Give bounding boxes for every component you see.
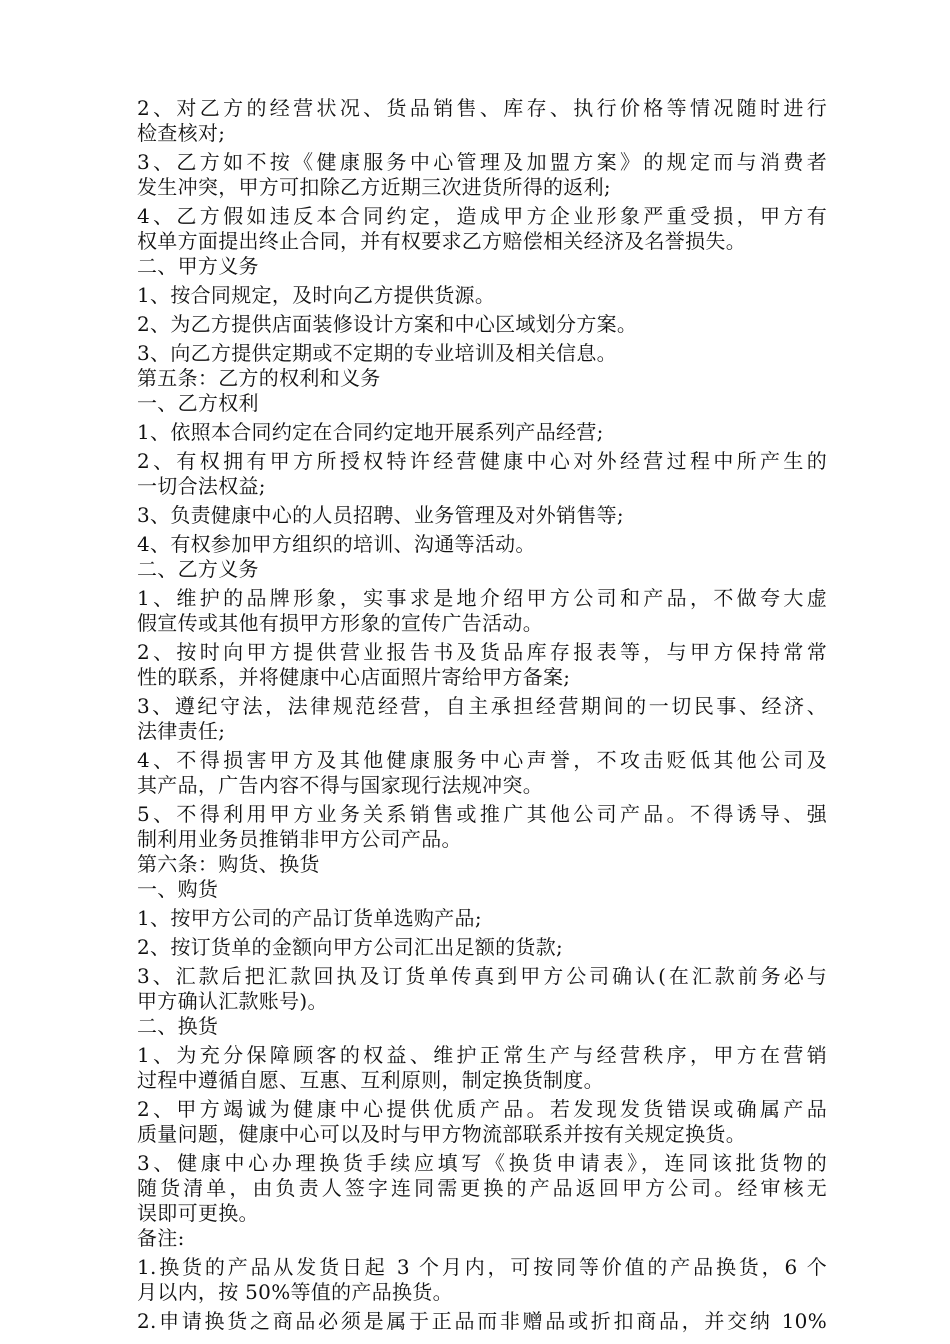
text-line: 3、负责健康中心的人员招聘、业务管理及对外销售等; — [137, 503, 624, 527]
text-line: 2、按时向甲方提供营业报告书及货品库存报表等，与甲方保持常常 — [137, 640, 827, 664]
text-line: 3、向乙方提供定期或不定期的专业培训及相关信息。 — [137, 341, 617, 365]
text-line: 4、不得损害甲方及其他健康服务中心声誉，不攻击贬低其他公司及 — [137, 748, 827, 772]
document-body — [137, 96, 827, 1334]
text-line: 3、健康中心办理换货手续应填写《换货申请表》，连同该批货物的 — [137, 1151, 827, 1175]
text-line: 性的联系，并将健康中心店面照片寄给甲方备案; — [137, 665, 571, 689]
text-line: 二、甲方义务 — [137, 254, 259, 278]
text-line: 备注: — [137, 1226, 185, 1250]
text-line: 1、按合同规定，及时向乙方提供货源。 — [137, 283, 496, 307]
text-line: 4、有权参加甲方组织的培训、沟通等活动。 — [137, 532, 536, 556]
text-line: 4、乙方假如违反本合同约定，造成甲方企业形象严重受损，甲方有 — [137, 204, 827, 228]
text-line: 1、为充分保障顾客的权益、维护正常生产与经营秩序，甲方在营销 — [137, 1043, 827, 1067]
text-line: 2、甲方竭诚为健康中心提供优质产品。若发现发货错误或确属产品 — [137, 1097, 827, 1121]
text-line: 过程中遵循自愿、互惠、互利原则，制定换货制度。 — [137, 1068, 604, 1092]
text-line: 2、对乙方的经营状况、货品销售、库存、执行价格等情况随时进行 — [137, 96, 827, 120]
text-line: 第五条：乙方的权利和义务 — [137, 366, 381, 390]
text-line: 第六条：购货、换货 — [137, 852, 320, 876]
text-line: 检查核对; — [137, 121, 226, 145]
text-line: 3、乙方如不按《健康服务中心管理及加盟方案》的规定而与消费者 — [137, 150, 827, 174]
text-line: 月以内，按 50%等值的产品换货。 — [137, 1280, 453, 1304]
text-line: 法律责任; — [137, 719, 226, 743]
text-line: 误即可更换。 — [137, 1201, 259, 1225]
text-line: 1.换货的产品从发货日起 3 个月内，可按同等价值的产品换货，6 个 — [137, 1255, 827, 1279]
text-line: 发生冲突，甲方可扣除乙方近期三次进货所得的返利; — [137, 175, 611, 199]
text-line: 权单方面提出终止合同，并有权要求乙方赔偿相关经济及名誉损失。 — [137, 229, 746, 253]
text-line: 3、遵纪守法，法律规范经营，自主承担经营期间的一切民事、经济、 — [137, 694, 827, 718]
text-line: 甲方确认汇款账号)。 — [137, 989, 328, 1013]
text-line: 其产品，广告内容不得与国家现行法规冲突。 — [137, 773, 543, 797]
text-line: 一切合法权益; — [137, 474, 266, 498]
text-line: 随货清单，由负责人签字连同需更换的产品返回甲方公司。经审核无 — [137, 1176, 827, 1200]
text-line: 2、有权拥有甲方所授权特许经营健康中心对外经营过程中所产生的 — [137, 449, 827, 473]
text-line: 1、维护的品牌形象，实事求是地介绍甲方公司和产品，不做夸大虚 — [137, 586, 827, 610]
text-line: 一、购货 — [137, 877, 219, 901]
text-line: 二、换货 — [137, 1014, 219, 1038]
text-line: 5、不得利用甲方业务关系销售或推广其他公司产品。不得诱导、强 — [137, 802, 827, 826]
text-line: 制利用业务员推销非甲方公司产品。 — [137, 827, 462, 851]
text-line: 一、乙方权利 — [137, 391, 259, 415]
text-line: 2.申请换货之商品必须是属于正品而非赠品或折扣商品，并交纳 10% — [137, 1309, 827, 1333]
document-page — [137, 96, 827, 1334]
text-line: 2、按订货单的金额向甲方公司汇出足额的货款; — [137, 935, 564, 959]
text-line: 二、乙方义务 — [137, 557, 259, 581]
text-line: 假宣传或其他有损甲方形象的宣传广告活动。 — [137, 611, 543, 635]
text-line: 1、按甲方公司的产品订货单选购产品; — [137, 906, 482, 930]
text-line: 1、依照本合同约定在合同约定地开展系列产品经营; — [137, 420, 604, 444]
text-line: 2、为乙方提供店面装修设计方案和中心区域划分方案。 — [137, 312, 638, 336]
text-line: 3、汇款后把汇款回执及订货单传真到甲方公司确认(在汇款前务必与 — [137, 964, 827, 988]
text-line: 质量问题，健康中心可以及时与甲方物流部联系并按有关规定换货。 — [137, 1122, 746, 1146]
